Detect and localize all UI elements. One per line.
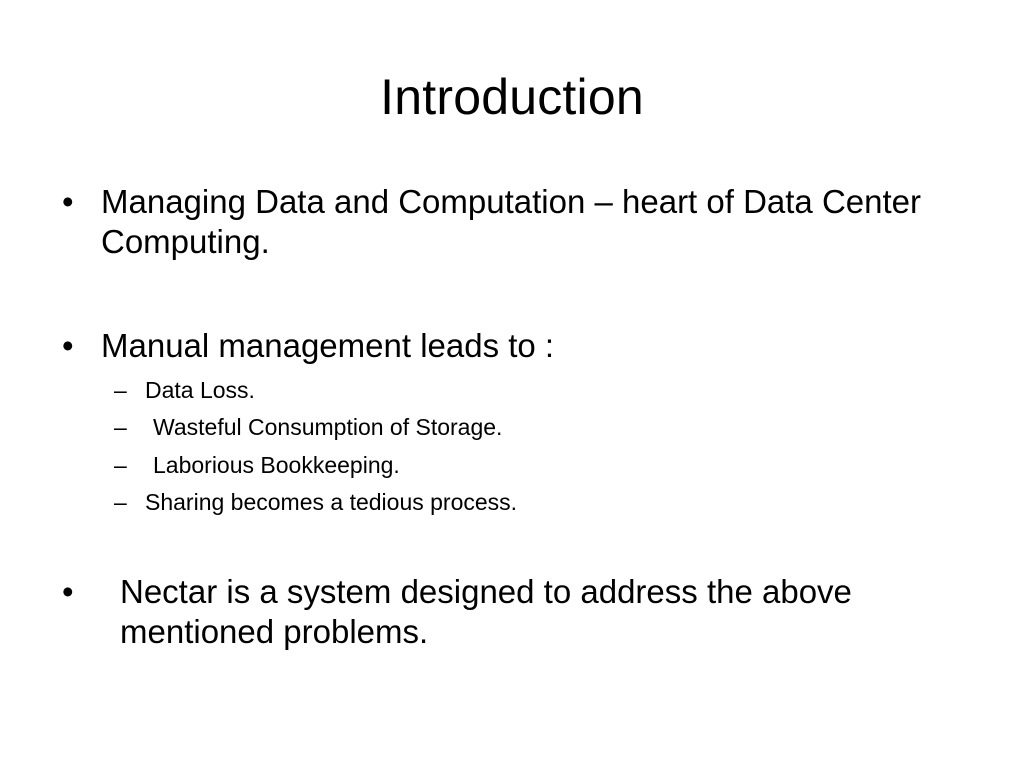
sub-bullet-text: Laborious Bookkeeping. (153, 452, 400, 478)
bullet-marker: • (62, 327, 74, 364)
sub-bullet-text: Wasteful Consumption of Storage. (153, 414, 503, 440)
bullet-text: Manual management leads to : (101, 327, 555, 364)
slide-title: Introduction (380, 69, 644, 125)
bullet-item (0, 182, 1000, 262)
bullet-text: Managing Data and Computation – heart of Data Center Computing. (101, 183, 922, 260)
bullet-item (0, 326, 1000, 366)
sub-bullet-marker: – (114, 452, 127, 478)
sub-bullet-marker: – (114, 377, 127, 403)
bullet-marker: • (62, 183, 74, 220)
sub-bullet-marker: – (114, 414, 127, 440)
bullet-marker: • (62, 573, 74, 610)
sub-bullet-text: Sharing becomes a tedious process. (145, 489, 518, 515)
sub-bullet-text: Data Loss. (145, 377, 255, 403)
bullet-text: Nectar is a system designed to address the above mentioned problems. (120, 573, 852, 650)
sub-bullet-marker: – (114, 489, 127, 515)
bullet-item (0, 572, 1000, 652)
